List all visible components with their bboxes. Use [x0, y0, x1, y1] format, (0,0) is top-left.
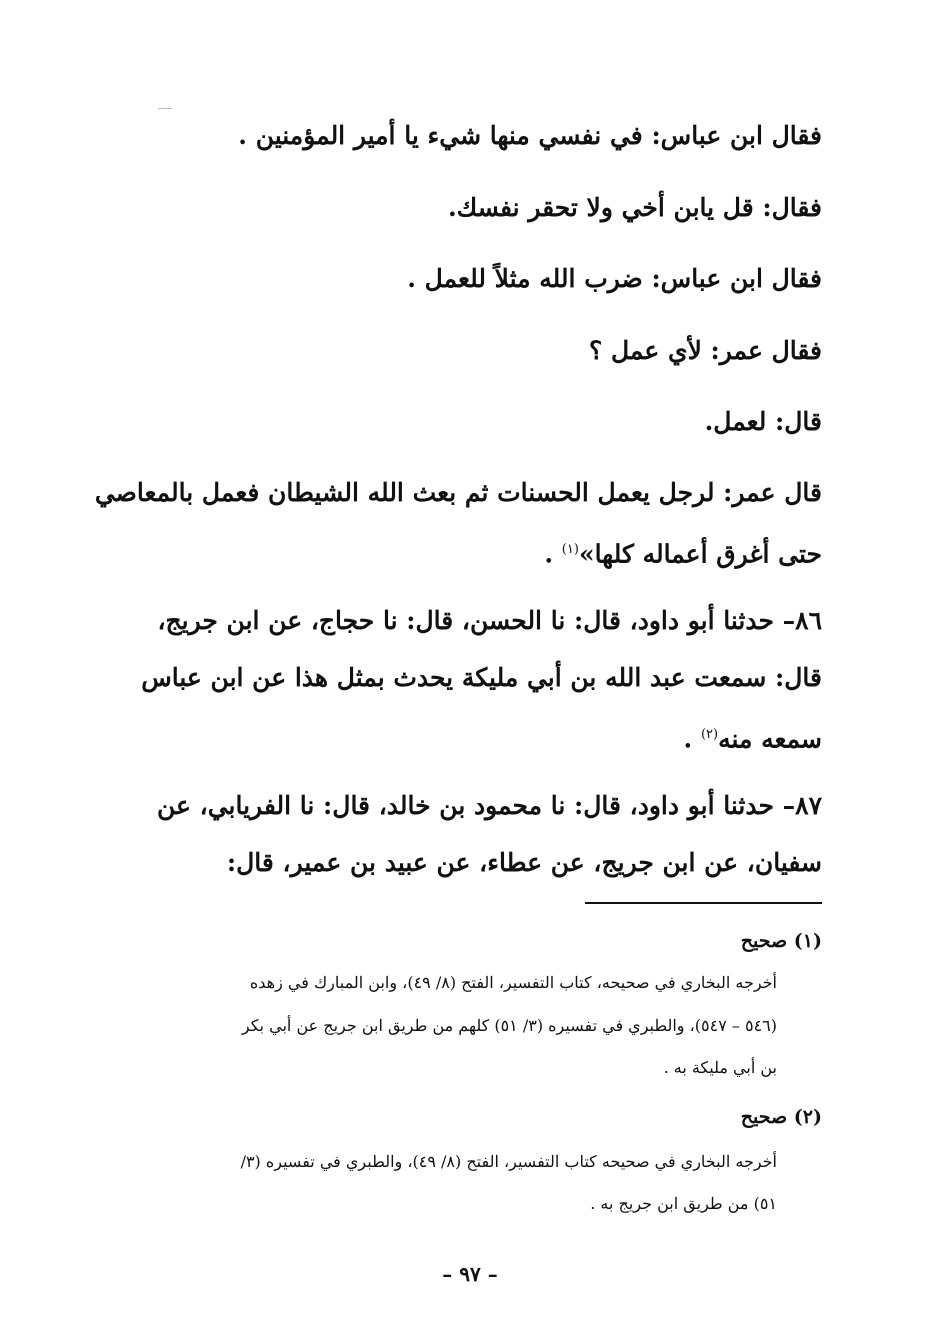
scan-speck [158, 108, 172, 109]
text-line: فقال عمر: لأي عمل ؟ [589, 336, 822, 365]
text-segment: سمعه منه [718, 724, 822, 754]
footnote-line: (٥٤٦ – ٥٤٧)، والطبري في تفسيره (٣/ ٥١) كلهم من طريق ابن جريج عن أبي بكر [241, 1016, 777, 1035]
text-line: قال: لعمل. [704, 407, 822, 436]
footnote-reference: (١) [561, 542, 579, 557]
footnote-heading [741, 926, 822, 956]
footnote-reference: (٢) [700, 727, 719, 742]
text-segment: . [544, 539, 562, 569]
footnote-grade: صحيح [740, 1106, 788, 1128]
page-number: – ٩٧ – [442, 1262, 498, 1286]
text-segment: حتى أغرق أعماله كلها» [578, 539, 822, 569]
footnote-divider [585, 902, 822, 904]
text-line: ٨٧– حدثنا أبو داود، قال: نا محمود بن خالد، قال: نا الفريابي، عن [156, 791, 822, 820]
text-line: قال: سمعت عبد الله بن أبي مليكة يحدث بمثل هذا عن ابن عباس [141, 663, 822, 692]
text-line: قال عمر: لرجل يعمل الحسنات ثم بعث الله الشيطان فعمل بالمعاصي [94, 478, 822, 507]
footnote-marker: (١) [793, 930, 822, 952]
text-line: فقال: قل يابن أخي ولا تحقر نفسك. [447, 193, 822, 222]
footnote-heading [741, 1102, 822, 1132]
footnote-marker: (٢) [793, 1106, 822, 1128]
text-line [544, 530, 822, 574]
footnote-line: أخرجه البخاري في صحيحه، كتاب التفسير، الفتح (٨/ ٤٩)، وابن المبارك في زهده [249, 973, 777, 992]
footnote-grade: صحيح [740, 930, 788, 952]
text-line [684, 715, 822, 759]
text-line: سفيان، عن ابن جريج، عن عطاء، عن عبيد بن عمير، قال: [226, 848, 822, 877]
text-line: فقال ابن عباس: ضرب الله مثلاً للعمل . [407, 264, 822, 293]
text-segment: . [683, 724, 701, 754]
footnote-line: بن أبي مليكة به . [663, 1058, 777, 1077]
footnote-line: أخرجه البخاري في صحيحه كتاب التفسير، الفتح (٨/ ٤٩)، والطبري في تفسيره (٣/ [240, 1152, 777, 1171]
text-line: فقال ابن عباس: في نفسي منها شيء يا أمير المؤمنين . [238, 121, 822, 150]
footnote-line: ٥١) من طريق ابن جريج به . [590, 1194, 777, 1213]
text-line: ٨٦– حدثنا أبو داود، قال: نا الحسن، قال: نا حجاج، عن ابن جريج، [157, 606, 822, 635]
